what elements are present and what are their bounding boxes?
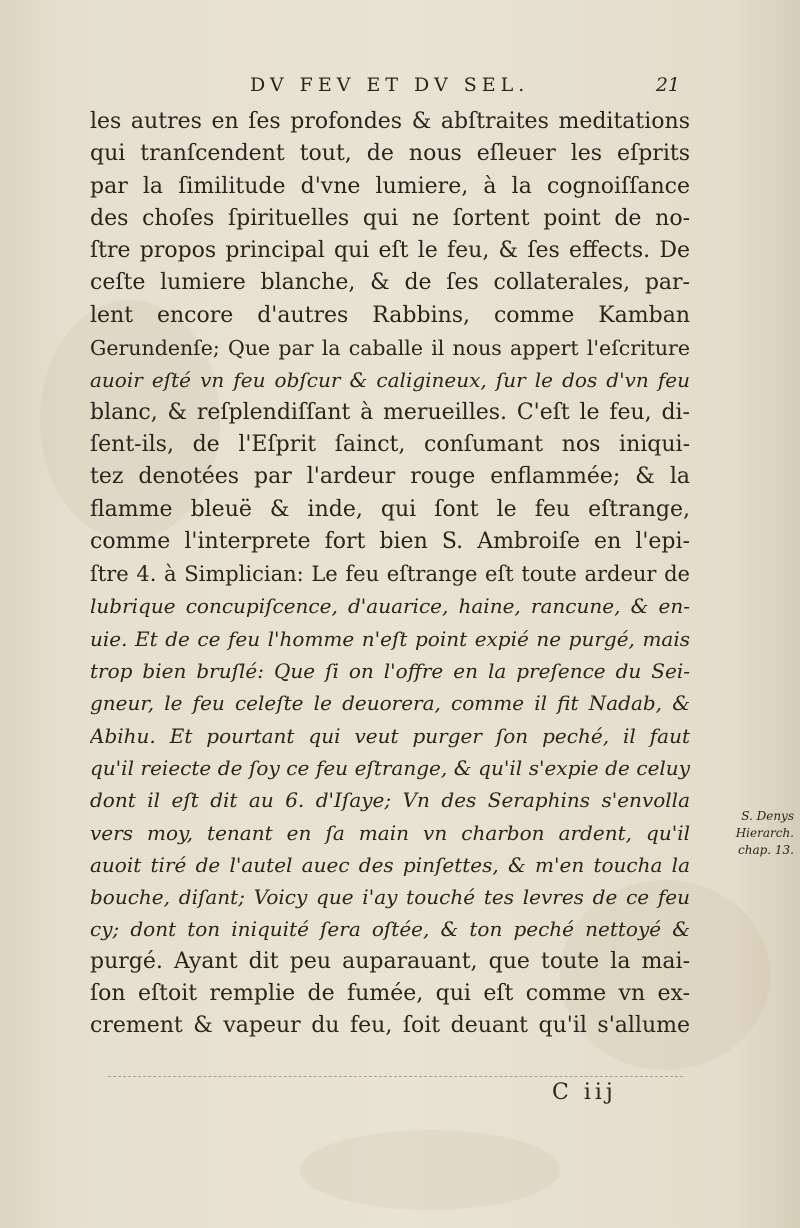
text-line: des choſes ſpirituelles qui ne ſortent point de no- [90,205,690,231]
text-line: lubrique concupiſcence, d'auarice, haine, rancune, & en- [90,594,690,619]
text-line: flamme bleuë & inde, qui ſont le feu eſtrange, [90,496,690,522]
margin-note-line: Hierarch. [735,826,794,840]
text-line: qui tranſcendent tout, de nous eſleuer les eſprits [90,141,690,167]
page-number: 21 [655,74,680,96]
text-line: ſtre propos principal qui eſt le feu, & ſes effects. De [90,238,690,264]
page-header [230,68,690,108]
text-line: auoir eſté vn feu obſcur & caligineux, ſur le dos d'vn feu [90,368,690,393]
text-line: cy; dont ton iniquité ſera oſtée, & ton peché nettoyé & [90,917,690,942]
paper-stain [300,1130,560,1210]
text-line: qu'il reiecte de ſoy ce feu eſtrange, & qu'il s'expie de celuy [90,755,690,780]
text-line: ceſte lumiere blanche, & de ſes collaterales, par- [90,270,690,296]
text-line: Gerundenſe; Que par la caballe il nous appert l'eſcriture [90,336,690,361]
text-line: auoit tiré de l'autel auec des pinſettes, & m'en toucha la [90,852,690,877]
running-title: DV FEV ET DV SEL. [250,74,530,96]
text-line: ſtre 4. à Simplician: Le feu eſtrange eſt toute ardeur de [90,562,690,587]
text-line: crement & vapeur du feu, ſoit deuant qu'il s'allume [90,1013,690,1039]
text-line: par la ſimilitude d'vne lumiere, à la cognoiſſance [90,173,690,199]
bottom-rule [108,1076,683,1077]
text-line: ſon eſtoit remplie de fumée, qui eſt comme vn ex- [90,981,690,1007]
text-line: bouche, diſant; Voicy que i'ay touché tes levres de ce feu [90,885,690,910]
text-line: comme l'interprete fort bien S. Ambroiſe en l'epi- [90,528,690,554]
text-line: purgé. Ayant dit peu auparauant, que toute la mai- [90,948,690,974]
text-line: les autres en ſes profondes & abſtraites meditations [90,109,690,134]
text-line: blanc, & reſplendiſſant à merueilles. C'eſt le feu, di- [90,399,690,425]
margin-note-line: S. Denys [741,809,794,823]
text-line: uie. Et de ce feu l'homme n'eſt point expié ne purgé, mais [90,626,690,651]
text-line: dont il eſt dit au 6. d'Iſaye; Vn des Seraphins s'envolla [90,788,690,813]
margin-note-line: chap. 13. [738,843,794,857]
text-line: lent encore d'autres Rabbins, comme Kamban [90,302,690,328]
margin-note [702,808,794,859]
body-text [90,106,690,1043]
text-line: gneur, le feu celeſte le deuorera, comme il fit Nadab, & [90,691,690,716]
text-line: ſent-ils, de l'Eſprit ſainct, conſumant nos iniqui- [90,431,690,457]
signature-mark: C iij [552,1080,617,1105]
text-line: Abihu. Et pourtant qui veut purger ſon peché, il faut [90,723,690,748]
text-line: trop bien bruſlé: Que ſi on l'offre en la preſence du Sei- [90,659,690,684]
text-line: tez denotées par l'ardeur rouge enflammée; & la [90,464,690,490]
text-line: vers moy, tenant en ſa main vn charbon ardent, qu'il [90,820,690,845]
